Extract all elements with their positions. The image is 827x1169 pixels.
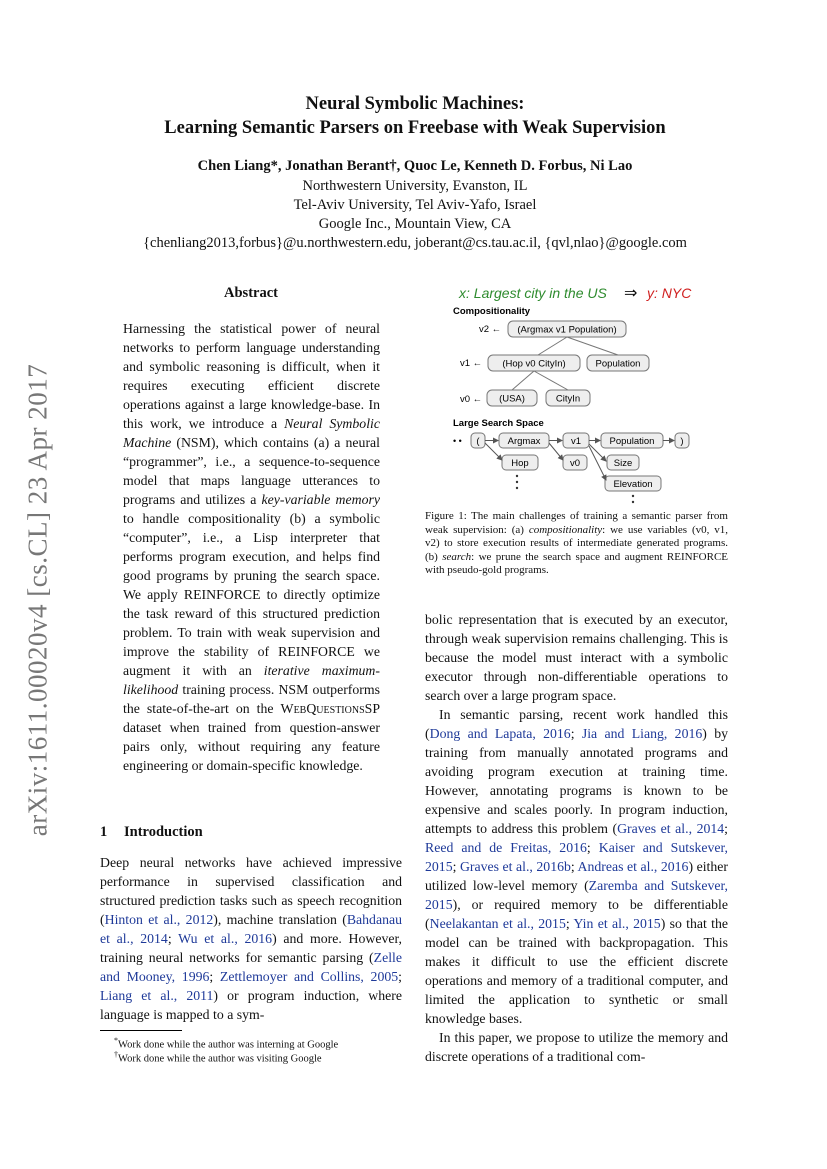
section-heading: 1 Introduction [100,824,203,840]
paper-title-line2: Learning Semantic Parsers on Freebase with Weak Supervision [164,118,666,138]
query-y: y: NYC [647,285,692,301]
author-list: Chen Liang*, Jonathan Berant†, Quoc Le, Kenneth D. Forbus, Ni Lao [197,158,633,174]
edge [538,337,567,355]
paragraph: In semantic parsing, recent work handled this (Dong and Lapata, 2016; Jia and Liang, 2016) by training from manually annotated programs and avoiding program execution at training time. However, annotating programs is known to be expensive and scales poorly. In program induction, attempts to address this problem (Graves et al., 2014; Reed and de Freitas, 2016; Kaiser and Sutskever, 2015; Graves et al., 2016b; Andreas et al., 2016) either utilized low-level memory (Zaremba and Sutskever, 2015), or required memory to be differentiable (Neelakantan et al., 2015; Yin et al., 2015) so that the model can be trained with backpropagation. This makes it difficult to use the efficient discrete operations and memory of a traditional computer, and limited the application to synthetic or small knowledge bases. [425,707,729,1026]
svg-text:v1: v1 [570,436,582,447]
citation-link[interactable]: Andreas et al., 2016 [577,859,689,874]
ellipsis-dot [632,495,634,497]
citation-link[interactable]: Bahdanau et al., 2014 [100,912,402,946]
var-v0: v0 ← [460,394,483,405]
svg-text:v0: v0 [569,458,581,469]
nsm-term: Neural Symbolic Machine [123,416,380,450]
right-column-body [425,610,728,1066]
svg-text:(Argmax v1 Population): (Argmax v1 Population) [517,324,617,336]
edge [567,337,618,355]
paper-title-line1: Neural Symbolic Machines: [305,94,525,114]
svg-text:CityIn: CityIn [555,393,581,405]
query-arrow-icon: ⇒ [624,285,638,302]
figure-caption: Figure 1: The main challenges of training a semantic parser from weak supervision: (a) compositionality: we use variables (v0, v1, v2) to store execution results of intermediate generated programs. (b) search: we prune the search space and augment REINFORCE with pseudo-gold programs. [425,510,728,576]
citation-link[interactable]: Dong and Lapata, 2016 [429,726,571,741]
citation-link[interactable]: Wu et al., 2016 [178,931,273,946]
svg-text:(: ( [476,436,480,447]
arxiv-sidebar [18,340,58,860]
kvm-term: key-variable memory [261,492,380,507]
footnote-rule [100,1030,182,1031]
citation-link[interactable]: Graves et al., 2014 [617,821,725,836]
edge [534,371,568,390]
svg-text:Hop: Hop [511,458,529,469]
paragraph: In this paper, we propose to utilize the memory and discrete operations of a traditional com- [425,1030,728,1064]
compositionality-label: Compositionality [453,306,531,317]
affiliation-3: Google Inc., Mountain View, CA [318,216,512,232]
ellipsis-dot [516,475,518,477]
ellipsis-dot [516,481,518,483]
citation-link[interactable]: Kaiser and Sutskever, 2015 [425,840,728,874]
affiliation-1: Northwestern University, Evanston, IL [302,178,528,194]
svg-text:Argmax: Argmax [507,436,541,447]
svg-text:Population: Population [609,436,655,447]
footnote-1: *Work done while the author was interning at Google [114,1036,339,1051]
citation-link[interactable]: Liang et al., 2011 [100,988,214,1003]
citation-link[interactable]: Neelakantan et al., 2015 [429,916,566,931]
abstract-body: Harnessing the statistical power of neural networks to perform language understanding and symbolic reasoning is difficult, when it requires executing efficient discrete operations against a large knowledge-base. In this work, we introduce a Neural Symbolic Machine (NSM), which contains (a) a neural “programmer”, i.e., a sequence-to-sequence model that maps language utterances to programs and utilizes a key-variable memory to handle compositionality (b) a symbolic “computer”, i.e., a Lisp interpreter that performs program execution, and helps find good programs by pruning the search space. We apply REINFORCE to directly optimize the task reward of this structured prediction problem. To train with weak supervision and improve the stability of REINFORCE we augment it with an iterative maximum-likelihood training process. NSM outperforms the state-of-the-art on the WebQuestionsSP dataset when trained from question-answer pairs only, without requiring any feature engineering or domain-specific knowledge. [123,321,380,773]
search-space-label: Large Search Space [453,418,544,429]
svg-text:): ) [680,436,684,447]
figure-1 [425,280,728,505]
arrow [589,446,606,480]
intro-paragraph: Deep neural networks have achieved impressive performance in supervised classification and structured prediction tasks such as speech recognition (Hinton et al., 2012), machine translation (Bahdanau et al., 2014; Wu et al., 2016) and more. However, training neural networks for semantic parsing (Zelle and Mooney, 1996; Zettlemoyer and Collins, 2005; Liang et al., 2011) or program induction, where language is mapped to a sym- [100,855,402,1022]
abstract-heading: Abstract [224,285,278,301]
affiliation-2: Tel-Aviv University, Tel Aviv-Yafo, Israel [293,197,537,213]
arrow [549,443,563,460]
footnote-2: †Work done while the author was visiting Google [114,1050,322,1065]
citation-link[interactable]: Zettlemoyer and Collins, 2005 [219,969,399,984]
ellipsis-dot [632,501,634,503]
ellipsis-left: • • [453,436,462,446]
citation-link[interactable]: Zaremba and Sutskever, 2015 [425,878,728,912]
arxiv-id: arXiv:1611.00020v4 [cs.CL] 23 Apr 2017 [22,363,53,837]
citation-link[interactable]: Yin et al., 2015 [573,916,661,931]
edge [512,371,534,390]
citation-link[interactable]: Jia and Liang, 2016 [581,726,703,741]
svg-text:(USA): (USA) [499,393,525,405]
svg-text:Elevation: Elevation [613,479,653,490]
svg-text:(Hop v0 CityIn): (Hop v0 CityIn) [502,358,566,370]
query-x: x: Largest city in the US [459,285,607,301]
var-v1: v1 ← [460,358,483,369]
iml-term: iterative maximum-likelihood [123,663,380,697]
ellipsis-dot [516,487,518,489]
svg-text:Size: Size [613,458,633,469]
citation-link[interactable]: Hinton et al., 2012 [104,912,214,927]
dataset-name: WebQuestionsSP [280,701,380,716]
citation-link[interactable]: Graves et al., 2016b [459,859,571,874]
svg-text:Population: Population [595,358,641,370]
author-emails: {chenliang2013,forbus}@u.northwestern.edu, joberant@cs.tau.ac.il, {qvl,nlao}@google.com [143,235,687,251]
citation-link[interactable]: Zelle and Mooney, 1996 [100,950,402,984]
var-v2: v2 ← [479,324,502,335]
citation-link[interactable]: Reed and de Freitas, 2016 [425,840,587,855]
paragraph: bolic representation that is executed by an executor, through weak supervision remains challenging. This is because the model must interact with a symbolic executor through non-differentiable operations to search over a large program space. [425,612,728,703]
